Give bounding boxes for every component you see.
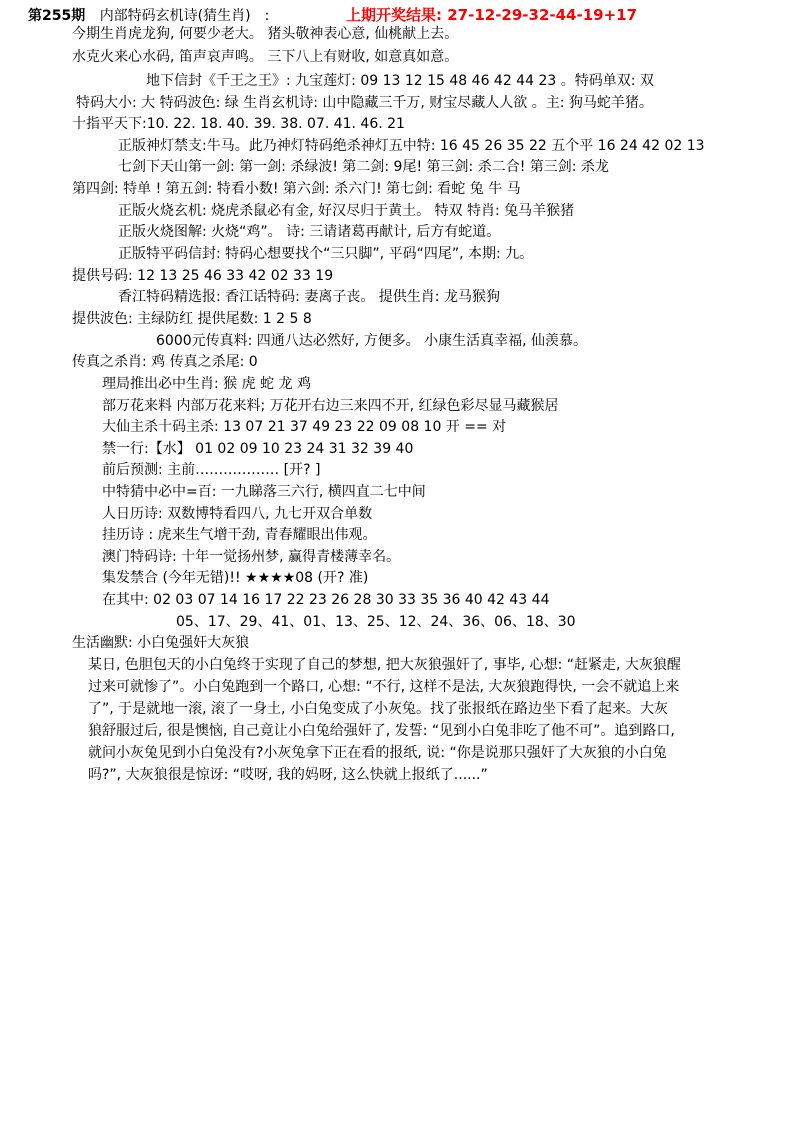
paragraph-line: 狼舒服过后, 很是懊恼, 自己竟让小白兔给强奸了, 发誓: “见到小白兔非吃了他不可”。追到路口, [88, 723, 675, 739]
section-heading: 生活幽默: 小白兔强奸大灰狼 [72, 635, 250, 651]
last-draw-result: 上期开奖结果: 27-12-29-32-44-19+17 [346, 6, 638, 24]
text-line: 挂历诗 : 虎来生气增干劲, 青春耀眼出伟观。 [102, 527, 377, 543]
text-line: 香江特码精选报: 香江话特码: 妻离子丧。 提供生肖: 龙马猴狗 [118, 289, 500, 305]
text-line: 传真之杀肖: 鸡 传真之杀尾: 0 [72, 354, 258, 370]
text-line: 正版火烧图解: 火烧“鸡”。 诗: 三请诸葛再献计, 后方有蛇道。 [118, 224, 501, 240]
text-line: 澳门特码诗: 十年一觉扬州梦, 赢得青楼薄幸名。 [102, 549, 401, 565]
text-line: 第四剑: 特单 ! 第五剑: 特看小数! 第六剑: 杀六门! 第七剑: 看蛇 兔 牛 马 [72, 181, 521, 197]
joke-paragraph [88, 654, 788, 786]
text-line: 提供号码: 12 13 25 46 33 42 02 33 19 [72, 268, 334, 284]
text-line: 前后预测: 主前……………… [开? ] [102, 462, 321, 478]
text-line: 理局推出必中生肖: 猴 虎 蛇 龙 鸡 [102, 376, 311, 392]
text-line: 今期生肖虎龙狗, 何要少老大。 猪头敬神表心意, 仙桃献上去。 [72, 26, 459, 42]
text-line: 正版神灯禁支:牛马。此乃神灯特码绝杀神灯五中特: 16 45 26 35 22 五个平 16 24 42 02 13 [118, 138, 705, 154]
paragraph-line: 过来可就惨了”。小白兔跑到一个路口, 心想: “不行, 这样不是法, 大灰狼跑得快, 一会不就追上来 [88, 679, 680, 695]
text-line: 地下信封《千王之王》: 九宝莲灯: 09 13 12 15 48 46 42 44 23 。特码单双: 双 [146, 73, 654, 89]
paragraph-line: 就问小灰兔见到小白兔没有?小灰兔拿下正在看的报纸, 说: “你是说那只强奸了大灰狼的小白兔 [88, 745, 667, 761]
text-line: 特码大小: 大 特码波色: 绿 生肖玄机诗: 山中隐藏三千万, 财宝尽藏人人欲 。主: 狗马蛇羊猪。 [76, 95, 653, 111]
text-line: 在其中: 02 03 07 14 16 17 22 23 26 28 30 33 35 36 40 42 43 44 [102, 592, 550, 608]
text-line: 提供波色: 主绿防红 提供尾数: 1 2 5 8 [72, 311, 312, 327]
text-line: 水克火来心水码, 笛声哀声鸣。 三下八上有财收, 如意真如意。 [72, 49, 459, 65]
text-line: 大仙主杀十码主杀: 13 07 21 37 49 23 22 09 08 10 开 == 对 [102, 419, 507, 435]
text-line: 中特猜中必中=百: 一九睇落三六行, 横四直二七中间 [102, 484, 426, 500]
header-row [28, 6, 269, 26]
text-line: 十指平天下:10. 22. 18. 40. 39. 38. 07. 41. 46. 21 [72, 116, 405, 132]
text-line: 七剑下天山第一剑: 第一剑: 杀绿波! 第二剑: 9尾! 第三剑: 杀二合! 第三剑: 杀龙 [118, 159, 609, 175]
paragraph-line: 某日, 色胆包天的小白兔终于实现了自己的梦想, 把大灰狼强奸了, 事毕, 心想: “赶紧走, 大灰狼醒 [88, 657, 681, 673]
text-line: 人日历诗: 双数博特看四八, 九七开双合单数 [102, 506, 373, 522]
text-line: 部万花来料 内部万花来料; 万花开右边三来四不开, 红绿色彩尽显马藏猴居 [102, 398, 559, 414]
issue-number: 第255期 [28, 8, 86, 24]
text-line: 集发禁合 (今年无错)!! ★★★★08 (开? 准) [102, 570, 369, 586]
text-line: 正版特平码信封: 特码心想要找个“三只脚”, 平码“四尾”, 本期: 九。 [118, 246, 534, 262]
paragraph-line: 吗?”, 大灰狼很是惊讶: “哎呀, 我的妈呀, 这么快就上报纸了......” [88, 767, 488, 783]
text-line: 正版火烧玄机: 烧虎杀鼠必有金, 好汉尽归于黄土。 特双 特肖: 兔马羊猴猪 [118, 203, 575, 219]
text-line: 05、17、29、41、01、13、25、12、24、36、06、18、30 [176, 614, 576, 630]
header-title: 内部特码玄机诗(猜生肖) : [99, 8, 270, 24]
text-line: 6000元传真料: 四通八达必然好, 方便多。 小康生活真幸福, 仙羡慕。 [156, 333, 588, 349]
paragraph-line: 了”, 于是就地一滚, 滚了一身土, 小白兔变成了小灰兔。找了张报纸在路边坐下看了起来。大灰 [88, 701, 668, 717]
text-line: 禁一行:【水】 01 02 09 10 23 24 31 32 39 40 [102, 441, 414, 457]
